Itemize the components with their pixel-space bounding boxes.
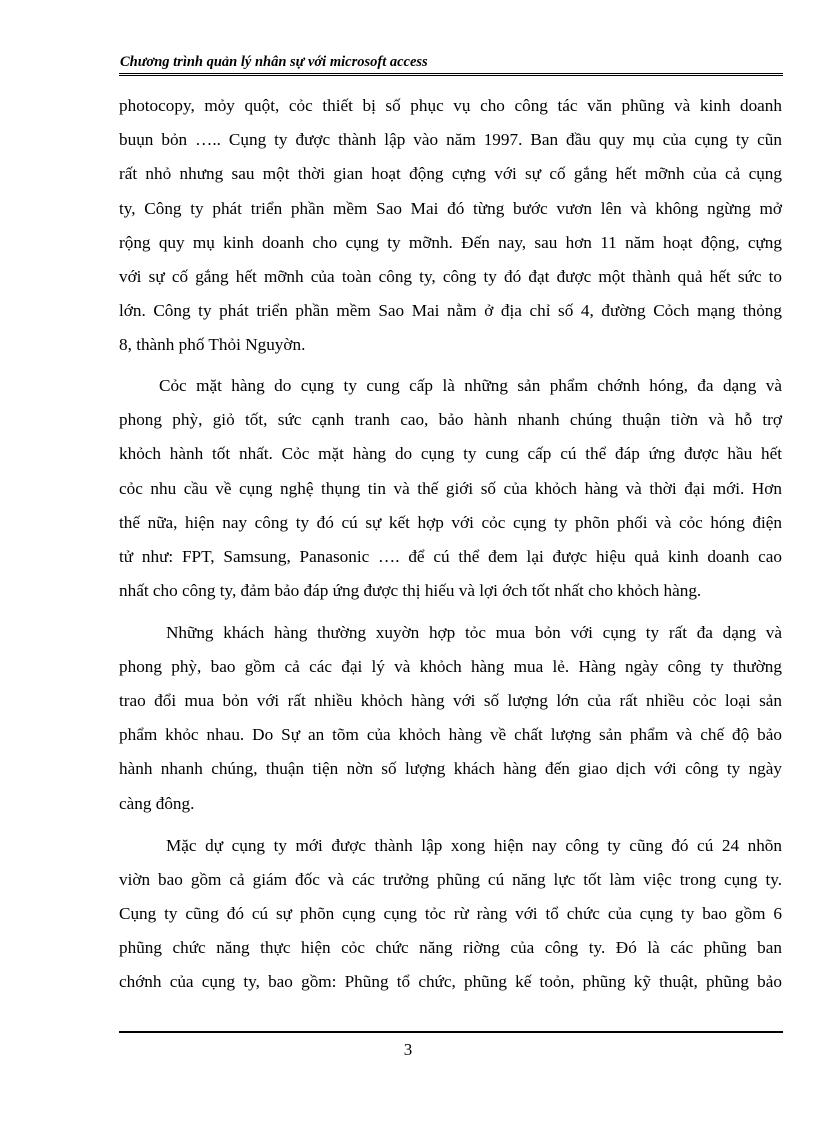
text-line: lớn. Công ty phát triển phần mềm Sao Mai nằm ở địa chỉ số 4, đường Cỏch mạng thỏng xyxy=(119,301,782,320)
text-line: phong phỳ, bao gồm cả các đại lý và khỏch hàng mua lẻ. Hàng ngày công ty thường xyxy=(119,657,782,676)
text-line: phũng chức năng thực hiện cỏc chức năng riờng của công ty. Đó là các phũng ban xyxy=(119,938,782,957)
running-header: Chương trình quản lý nhân sự với microsoft access xyxy=(120,54,428,70)
header-rule xyxy=(119,73,783,76)
text-line: càng đông. xyxy=(119,794,195,813)
text-line: 8, thành phố Thỏi Nguyờn. xyxy=(119,335,306,354)
text-line: ty, Công ty phát triển phần mềm Sao Mai đó từng bước vươn lên và không ngừng mở xyxy=(119,199,782,218)
text-line: với sự cố gắng hết mỡnh của toàn công ty, công ty đó đạt được một thành quả hết sức to xyxy=(119,267,782,286)
footer-rule xyxy=(119,1031,783,1033)
text-line: buụn bỏn ….. Cụng ty được thành lập vào năm 1997. Ban đầu quy mụ của cụng ty cũn xyxy=(119,130,782,149)
text-line: rộng quy mụ kinh doanh cho cụng ty mỡnh. Đến nay, sau hơn 11 năm hoạt động, cựng xyxy=(119,233,782,252)
text-line: khỏch hành tốt nhất. Cỏc mặt hàng do cụng ty cung cấp cú thể đáp ứng được hầu hết xyxy=(119,444,782,463)
text-line: thế nữa, hiện nay công ty đó cú sự kết hợp với cỏc cụng ty phõn phối và cỏc hóng điện xyxy=(119,513,782,532)
text-line: nhất cho công ty, đảm bảo đáp ứng được thị hiếu và lợi ớch tốt nhất cho khỏch hàng. xyxy=(119,581,702,600)
text-line: cỏc nhu cầu về cụng nghệ thụng tin và thế giới số của khỏch hàng và thời đại mới. Hơn xyxy=(119,479,782,498)
text-line: trao đổi mua bỏn với rất nhiều khỏch hàng với số lượng lớn của rất nhiều cỏc loại sản xyxy=(119,691,782,710)
text-line: rất nhỏ nhưng sau một thời gian hoạt động cựng với sự cố gắng hết mỡnh của cả cụng xyxy=(119,164,782,183)
text-line: phong phỳ, giỏ tốt, sức cạnh tranh cao, bảo hành nhanh chúng thuận tiờn và hỗ trợ xyxy=(119,410,782,429)
text-line: chớnh của cụng ty, bao gồm: Phũng tổ chức, phũng kế toỏn, phũng kỹ thuật, phũng bảo xyxy=(119,972,782,991)
text-line: Cỏc mặt hàng do cụng ty cung cấp là những sản phẩm chớnh hóng, đa dạng và xyxy=(159,376,782,395)
text-line: Những khách hàng thường xuyờn hợp tỏc mua bỏn với cụng ty rất đa dạng và xyxy=(166,623,782,642)
text-line: hành nhanh chúng, thuận tiện nờn số lượng khách hàng đến giao dịch với công ty ngày xyxy=(119,759,782,778)
text-line: tử như: FPT, Samsung, Panasonic …. để cú thể đem lại được hiệu quả kinh doanh cao xyxy=(119,547,782,566)
page-number: 3 xyxy=(403,1040,413,1059)
text-line: viờn bao gồm cả giám đốc và các trưởng phũng cú năng lực tốt làm việc trong cụng ty. xyxy=(119,870,782,889)
text-line: phẩm khỏc nhau. Do Sự an tõm của khỏch hàng về chất lượng sản phẩm và chế độ bảo xyxy=(119,725,782,744)
text-line: Cụng ty cũng đó cú sự phõn cụng cụng tỏc rừ ràng với tổ chức của cụng ty bao gồm 6 xyxy=(119,904,782,923)
text-line: Mặc dự cụng ty mới được thành lập xong hiện nay công ty cũng đó cú 24 nhõn xyxy=(166,836,782,855)
text-line: photocopy, mỏy quột, cỏc thiết bị số phục vụ cho công tác văn phũng và kinh doanh xyxy=(119,96,782,115)
